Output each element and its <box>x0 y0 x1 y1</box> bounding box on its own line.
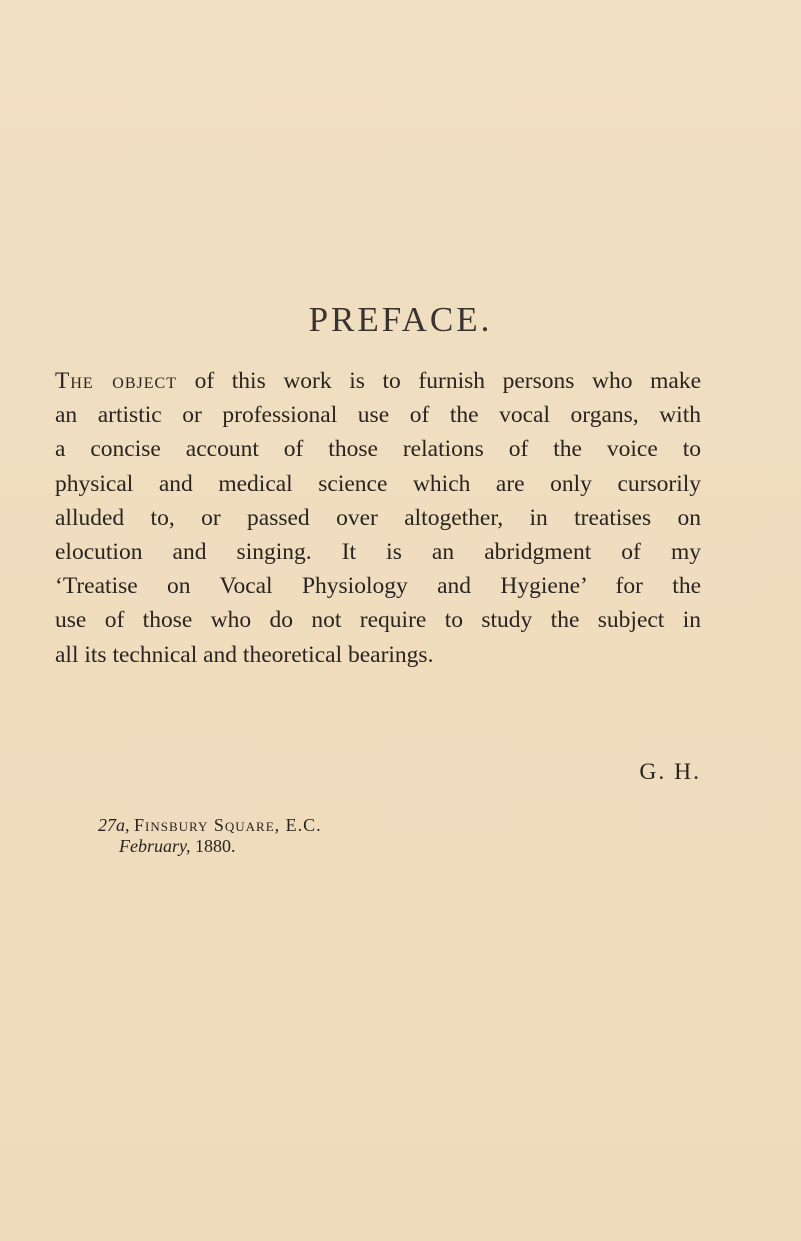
paragraph-line: use of those who do not require to study the subject in <box>55 607 701 634</box>
address-street: Finsbury Square, E.C. <box>134 815 322 835</box>
paragraph-line: an artistic or professional use of the vocal organs, with <box>55 402 701 429</box>
paragraph-line <box>55 364 701 398</box>
author-signature: G. H. <box>639 759 701 785</box>
page-title: PREFACE. <box>308 300 493 339</box>
paragraph-line: alluded to, or passed over altogether, in treatises on <box>55 504 701 531</box>
line-text: of this work is to furnish persons who make <box>176 368 701 394</box>
preface-paragraph <box>55 364 701 672</box>
date-month: February, <box>119 836 191 856</box>
date-year: 1880. <box>195 836 236 856</box>
paragraph-line: a concise account of those relations of the voice to <box>55 436 701 463</box>
address-line <box>98 815 322 836</box>
address-number: 27a, <box>98 815 130 835</box>
opening-small-caps: The object <box>55 368 177 394</box>
paragraph-line: physical and medical science which are only cursorily <box>55 470 701 497</box>
address-block <box>98 815 322 857</box>
date-line <box>98 836 322 857</box>
paragraph-line: all its technical and theoretical bearings. <box>55 641 434 668</box>
paragraph-line: elocution and singing. It is an abridgment of my <box>55 538 701 565</box>
paragraph-line: ‘Treatise on Vocal Physiology and Hygiene’ for the <box>55 573 701 600</box>
